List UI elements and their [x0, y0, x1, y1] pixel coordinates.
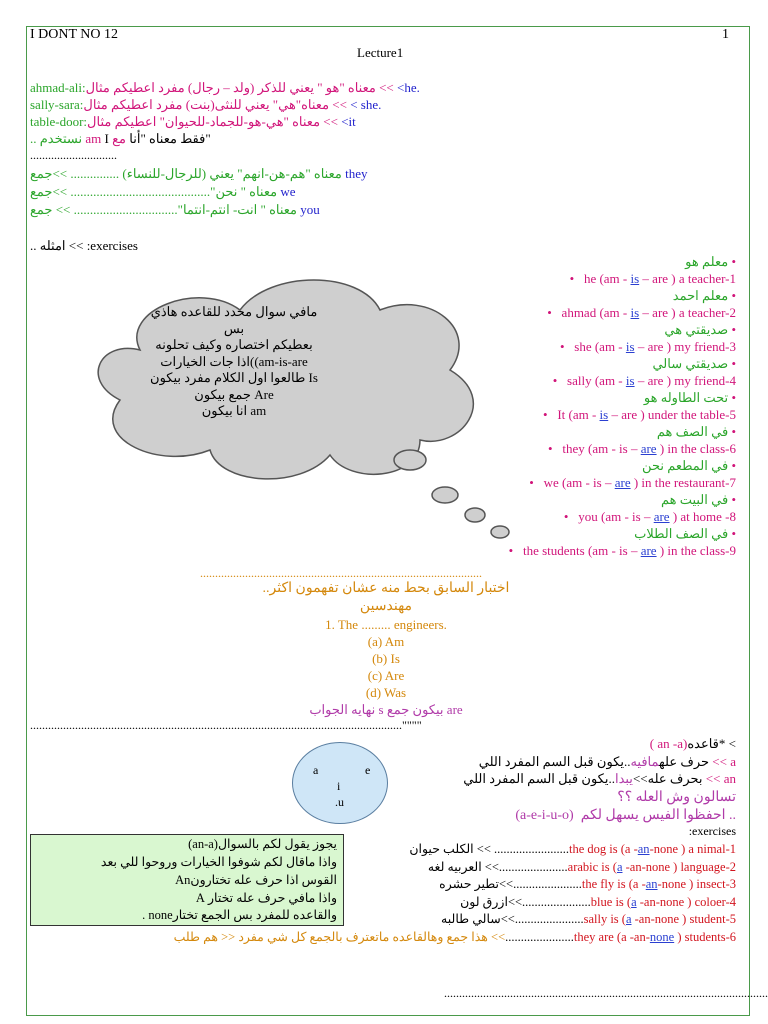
- i-line: [30, 131, 211, 147]
- header-left: I DONT NO 12: [30, 27, 119, 42]
- i-line-part: I: [104, 131, 109, 146]
- sentence-part: the students (am - is –: [522, 543, 641, 558]
- bullet-icon: •: [731, 458, 736, 473]
- exercise-en: -none ) insect-3: [657, 877, 736, 891]
- tip-line: القوس اذا حرف عله تختارونAn: [175, 873, 337, 887]
- sentence-part: she (am -: [574, 339, 626, 354]
- exercise-en: -none ) a nimal-1: [649, 842, 736, 856]
- example-arabic-text: صديقتي هي: [664, 322, 729, 337]
- example-sentence: [553, 373, 736, 389]
- example-arabic: [644, 390, 736, 406]
- pronoun-arabic: معناه "هو " يعني للذكر (ولد – رجال) مفرد اعطيكم مثال <<: [85, 80, 397, 95]
- exercise-en: they are (a -an-: [573, 929, 650, 944]
- sentence-part: ) at home -8: [669, 509, 736, 524]
- example-arabic: [685, 254, 736, 270]
- exercise-arabic: العربيه لغه <<: [427, 859, 499, 874]
- sentence-part: sally (am -: [567, 373, 626, 388]
- exercise-en: sally is (: [583, 912, 626, 926]
- exercise-arabic: هذا جمع وهالقاعده ماتعترف بالجمع كل شي مفرد << هم طلب <<: [173, 929, 506, 944]
- cloud-text: [110, 304, 358, 420]
- tip-line: يجوز يقول لكم بالسوال(an-a): [188, 837, 337, 851]
- bullet-icon: •: [731, 492, 736, 507]
- pronoun-example: table-door:: [30, 114, 88, 129]
- example-arabic-text: تحت الطاوله هو: [643, 390, 729, 405]
- plural-en: they: [345, 166, 368, 181]
- plural-arabic: معناه "هم-هن-انهم" يعني (للرجال-للنساء) ............... >>جمع: [30, 166, 342, 181]
- example-sentence: [529, 475, 736, 491]
- pronoun-line-he: [30, 80, 420, 96]
- sentence-part: ) under the table-5: [637, 407, 736, 422]
- rule-arrow: <<: [705, 771, 724, 786]
- quiz-dots: ..............................................................................................: [200, 566, 482, 580]
- sentence-part: – are: [608, 407, 638, 422]
- rule-text: ..يكون قبل السم المفرد اللي: [463, 771, 706, 786]
- exercise-en: the fly is (a -: [581, 877, 646, 891]
- answer-underlined: are: [614, 475, 631, 490]
- quiz-word: مهندسين: [359, 599, 413, 614]
- tip-line: واذا مافي حرف عله تختار A: [195, 891, 337, 905]
- pronoun-line-it: [30, 114, 356, 130]
- sentence-part: – are: [639, 271, 669, 286]
- example-arabic: [634, 526, 736, 542]
- answer-underlined: is: [625, 373, 635, 388]
- answer-underlined: a: [631, 894, 637, 909]
- example-arabic-text: معلم هو: [685, 254, 729, 269]
- answer-underlined: is: [599, 407, 609, 422]
- plural-line-you: [30, 202, 320, 218]
- vowel-e: e: [365, 763, 371, 777]
- sentence-part: ahmad (am -: [561, 305, 631, 320]
- answer-underlined: an: [645, 877, 658, 891]
- exercises-label: .. امثله << :exercises: [30, 238, 138, 253]
- pronoun-arabic: معناه "هي-هو-للجماد-للحيوان" اعطيكم مثال <<: [87, 114, 342, 129]
- rule-text: حرف عله: [659, 754, 710, 769]
- cloud-line: طالعوا اول الكلام مفرد بيكون Is: [150, 370, 318, 385]
- rule-highlight: مافيه: [630, 754, 660, 769]
- exercise-en: blue is (: [590, 894, 632, 909]
- quiz-option: (c) Are: [367, 668, 405, 683]
- page-number: 1: [722, 27, 729, 42]
- sentence-part: you (am - is –: [578, 509, 654, 524]
- quiz-option: (d) Was: [365, 685, 407, 700]
- i-line-part: مع am: [85, 131, 127, 146]
- bullet-icon: •: [552, 373, 558, 388]
- vowel-a: a: [313, 763, 319, 777]
- example-arabic-text: في الصف هم: [656, 424, 729, 439]
- exercise-row: هذا جمع وهالقاعده ماتعترف بالجمع كل شي مفرد << هم طلب <<......................they are (a -an-none ) students-6: [173, 929, 736, 944]
- answer-underlined: are: [653, 509, 670, 524]
- answer-underlined: is: [625, 339, 635, 354]
- answer-underlined: a: [616, 859, 623, 874]
- exercise-arabic: الكلب حيوان << ..: [409, 842, 501, 856]
- dotted-separator: .............................: [30, 148, 117, 162]
- tip-line: والقاعده للمفرد بس الجمع تختارnone .: [142, 908, 337, 922]
- sentence-part: – are: [634, 339, 664, 354]
- rule-letter: a: [730, 754, 736, 769]
- bullet-icon: •: [559, 339, 565, 354]
- pronoun-example: ahmad-ali:: [30, 80, 86, 95]
- rule-letter: an: [723, 771, 736, 786]
- answer-underlined: is: [630, 305, 640, 320]
- pronoun-en: <it: [341, 114, 356, 129]
- exercises2-label: :exercises: [688, 824, 736, 838]
- bullet-icon: •: [529, 475, 534, 490]
- page-title: Lecture1: [357, 45, 404, 60]
- rule-text: ..يكون قبل السم المفرد اللي: [478, 754, 713, 769]
- bullet-icon: •: [548, 441, 553, 456]
- quiz-answer: نهايه الجواب s بيكون جمع are: [309, 702, 463, 717]
- example-sentence: [543, 407, 736, 423]
- bullet-icon: •: [731, 322, 736, 337]
- bottom-dots: ............................................................................................................: [444, 986, 768, 1000]
- sentence-part: It (am -: [557, 407, 600, 422]
- example-sentence: [570, 271, 736, 287]
- exercise-en: the dog is (a -: [569, 842, 638, 856]
- example-arabic: [661, 492, 736, 508]
- vowel-u: .u: [335, 795, 344, 809]
- pronoun-en: <he.: [397, 80, 420, 95]
- sentence-part: they (am - is –: [562, 441, 641, 456]
- sentence-part: – are: [634, 373, 664, 388]
- example-arabic: [642, 458, 736, 474]
- rule-text: بحرف عله>>: [632, 771, 703, 786]
- exercise-en: -an-none ) student-5: [631, 912, 736, 926]
- rule-title-ar: قاعده* <: [687, 736, 736, 751]
- bullet-icon: •: [731, 424, 736, 439]
- quiz-option: (a) Am: [367, 634, 405, 649]
- sentence-part: – are: [639, 305, 669, 320]
- bullet-icon: •: [731, 356, 736, 371]
- exercise-en: arabic is (: [567, 859, 617, 874]
- cloud-line: بعطيكم اختصاره وكيف تحلونه: [155, 337, 313, 352]
- example-sentence: [564, 509, 736, 525]
- i-line-part: "فقط معناه "أنا: [129, 131, 211, 146]
- exercise-en: -an-none ) coloer-4: [636, 894, 736, 909]
- sentence-part: ) in the restaurant-7: [630, 475, 736, 490]
- answer-underlined: a: [625, 912, 632, 926]
- bullet-icon: •: [731, 254, 736, 269]
- cloud-line: انا بيكون am: [201, 403, 267, 418]
- exercise-row: الكلب حيوان << ........................the dog is (a -an-none ) a nimal-1: [409, 842, 736, 856]
- plural-arabic: معناه " انت- انتم-انتما"................................ >> جمع: [30, 202, 298, 217]
- pronoun-arabic: معناه"هي" يعني للنثى(بنت) مفرد اعطيكم مثال <<: [83, 97, 351, 112]
- exercise-row: تطير حشره<<......................the fly is (a -an-none ) insect-3: [439, 877, 736, 891]
- example-arabic: [673, 288, 736, 304]
- exercise-arabic: ازرق لون<<: [460, 894, 523, 909]
- example-arabic-text: في البيت هم: [660, 492, 729, 507]
- answer-underlined: none: [649, 929, 675, 944]
- exercise-row: العربيه لغه <<......................arabic is (a -an-none ) language-2: [427, 859, 736, 874]
- bullet-icon: •: [731, 390, 736, 405]
- pronoun-en: < she.: [350, 97, 382, 112]
- rule-memorize-text: احفظوا الفيس يسهل لكم ..: [580, 808, 736, 823]
- pronoun-line-she: [30, 97, 381, 113]
- rule-title-en: ( an -a): [649, 736, 688, 751]
- exercise-row: ازرق لون<<......................blue is (a -an-none ) coloer-4: [460, 894, 736, 909]
- rule-title: [650, 736, 736, 752]
- example-sentence: [560, 339, 736, 355]
- rule-highlight: يبدا: [614, 771, 633, 786]
- bullet-icon: •: [543, 407, 548, 422]
- bullet-icon: •: [547, 305, 552, 320]
- sentence-part: ) my friend-4: [663, 373, 736, 388]
- example-sentence: [509, 543, 736, 559]
- tip-line: واذا ماقال لكم شوفوا الخيارات وروحوا للي بعد: [100, 855, 337, 869]
- bullet-icon: •: [563, 509, 569, 524]
- cloud-line: مافي سوال محدد للقاعده هاذي: [150, 304, 318, 319]
- sentence-part: he (am -: [583, 271, 631, 286]
- sentence-part: ) in the class-6: [656, 441, 736, 456]
- example-arabic-text: صديقتي سالي: [652, 356, 729, 371]
- exercise-arabic: تطير حشره<<: [439, 877, 514, 891]
- quiz-intro: ..اختبار السابق بحط منه عشان تفهمون اكثر: [262, 581, 510, 596]
- answer-underlined: are: [640, 441, 657, 456]
- cloud-line: بس: [223, 320, 245, 336]
- exercise-en: -an-none ) language-2: [622, 859, 736, 874]
- rule-vowels: (a-e-i-u-o): [515, 808, 574, 823]
- plural-en: we: [280, 184, 296, 199]
- example-sentence: [547, 305, 736, 321]
- quiz-option: (b) Is: [372, 651, 400, 666]
- plural-line-they: [30, 166, 367, 182]
- sentence-part: ) a teacher-1: [668, 271, 736, 286]
- rule-a-line: [479, 754, 736, 770]
- bullet-icon: •: [569, 271, 575, 286]
- exercise-row: سالي طالبه<<......................sally is (a -an-none ) student-5: [441, 912, 736, 926]
- example-arabic: [664, 322, 736, 338]
- bullet-icon: •: [731, 526, 736, 541]
- example-arabic: [657, 424, 736, 440]
- pronoun-example: sally-sara:: [30, 97, 84, 112]
- example-sentence: [548, 441, 736, 457]
- example-arabic-text: في المطعم نحن: [642, 458, 729, 473]
- exercise-en: ) students-6: [674, 929, 736, 944]
- cloud-line: جمع بيكون Are: [194, 386, 274, 402]
- plural-arabic: معناه " نحن"........................................... >>جمع: [30, 184, 278, 199]
- sentence-part: ) my friend-3: [663, 339, 736, 354]
- quiz-question: 1. The ......... engineers.: [325, 617, 447, 632]
- answer-underlined: is: [630, 271, 640, 286]
- vowel-circle: [292, 742, 388, 824]
- rule-memorize: [515, 807, 736, 824]
- example-arabic-text: في الصف الطلاب: [634, 526, 729, 541]
- plural-en: you: [300, 202, 320, 217]
- sentence-part: ) a teacher-2: [668, 305, 736, 320]
- rule-an-line: [463, 771, 736, 787]
- bullet-icon: •: [508, 543, 514, 558]
- answer-underlined: an: [637, 842, 650, 856]
- example-arabic-text: معلم احمد: [672, 288, 729, 303]
- tip-box: [30, 834, 344, 926]
- exercise-arabic: سالي طالبه<<: [441, 912, 515, 926]
- rule-arrow: <<: [712, 754, 731, 769]
- dotted-separator: ............................................................................................................................"""": [30, 718, 422, 732]
- example-arabic: [652, 356, 736, 372]
- bullet-icon: •: [731, 288, 736, 303]
- sentence-part: ) in the class-9: [656, 543, 736, 558]
- answer-underlined: are: [640, 543, 657, 558]
- plural-line-we: [30, 184, 296, 200]
- sentence-part: we (am - is –: [543, 475, 615, 490]
- cloud-line: اذا جات الخيارات((am-is-are: [160, 353, 308, 369]
- rule-question: تسالون وش العله ؟؟: [617, 790, 736, 805]
- vowel-i: i: [337, 779, 341, 793]
- i-line-part: نستخدم ..: [30, 131, 83, 146]
